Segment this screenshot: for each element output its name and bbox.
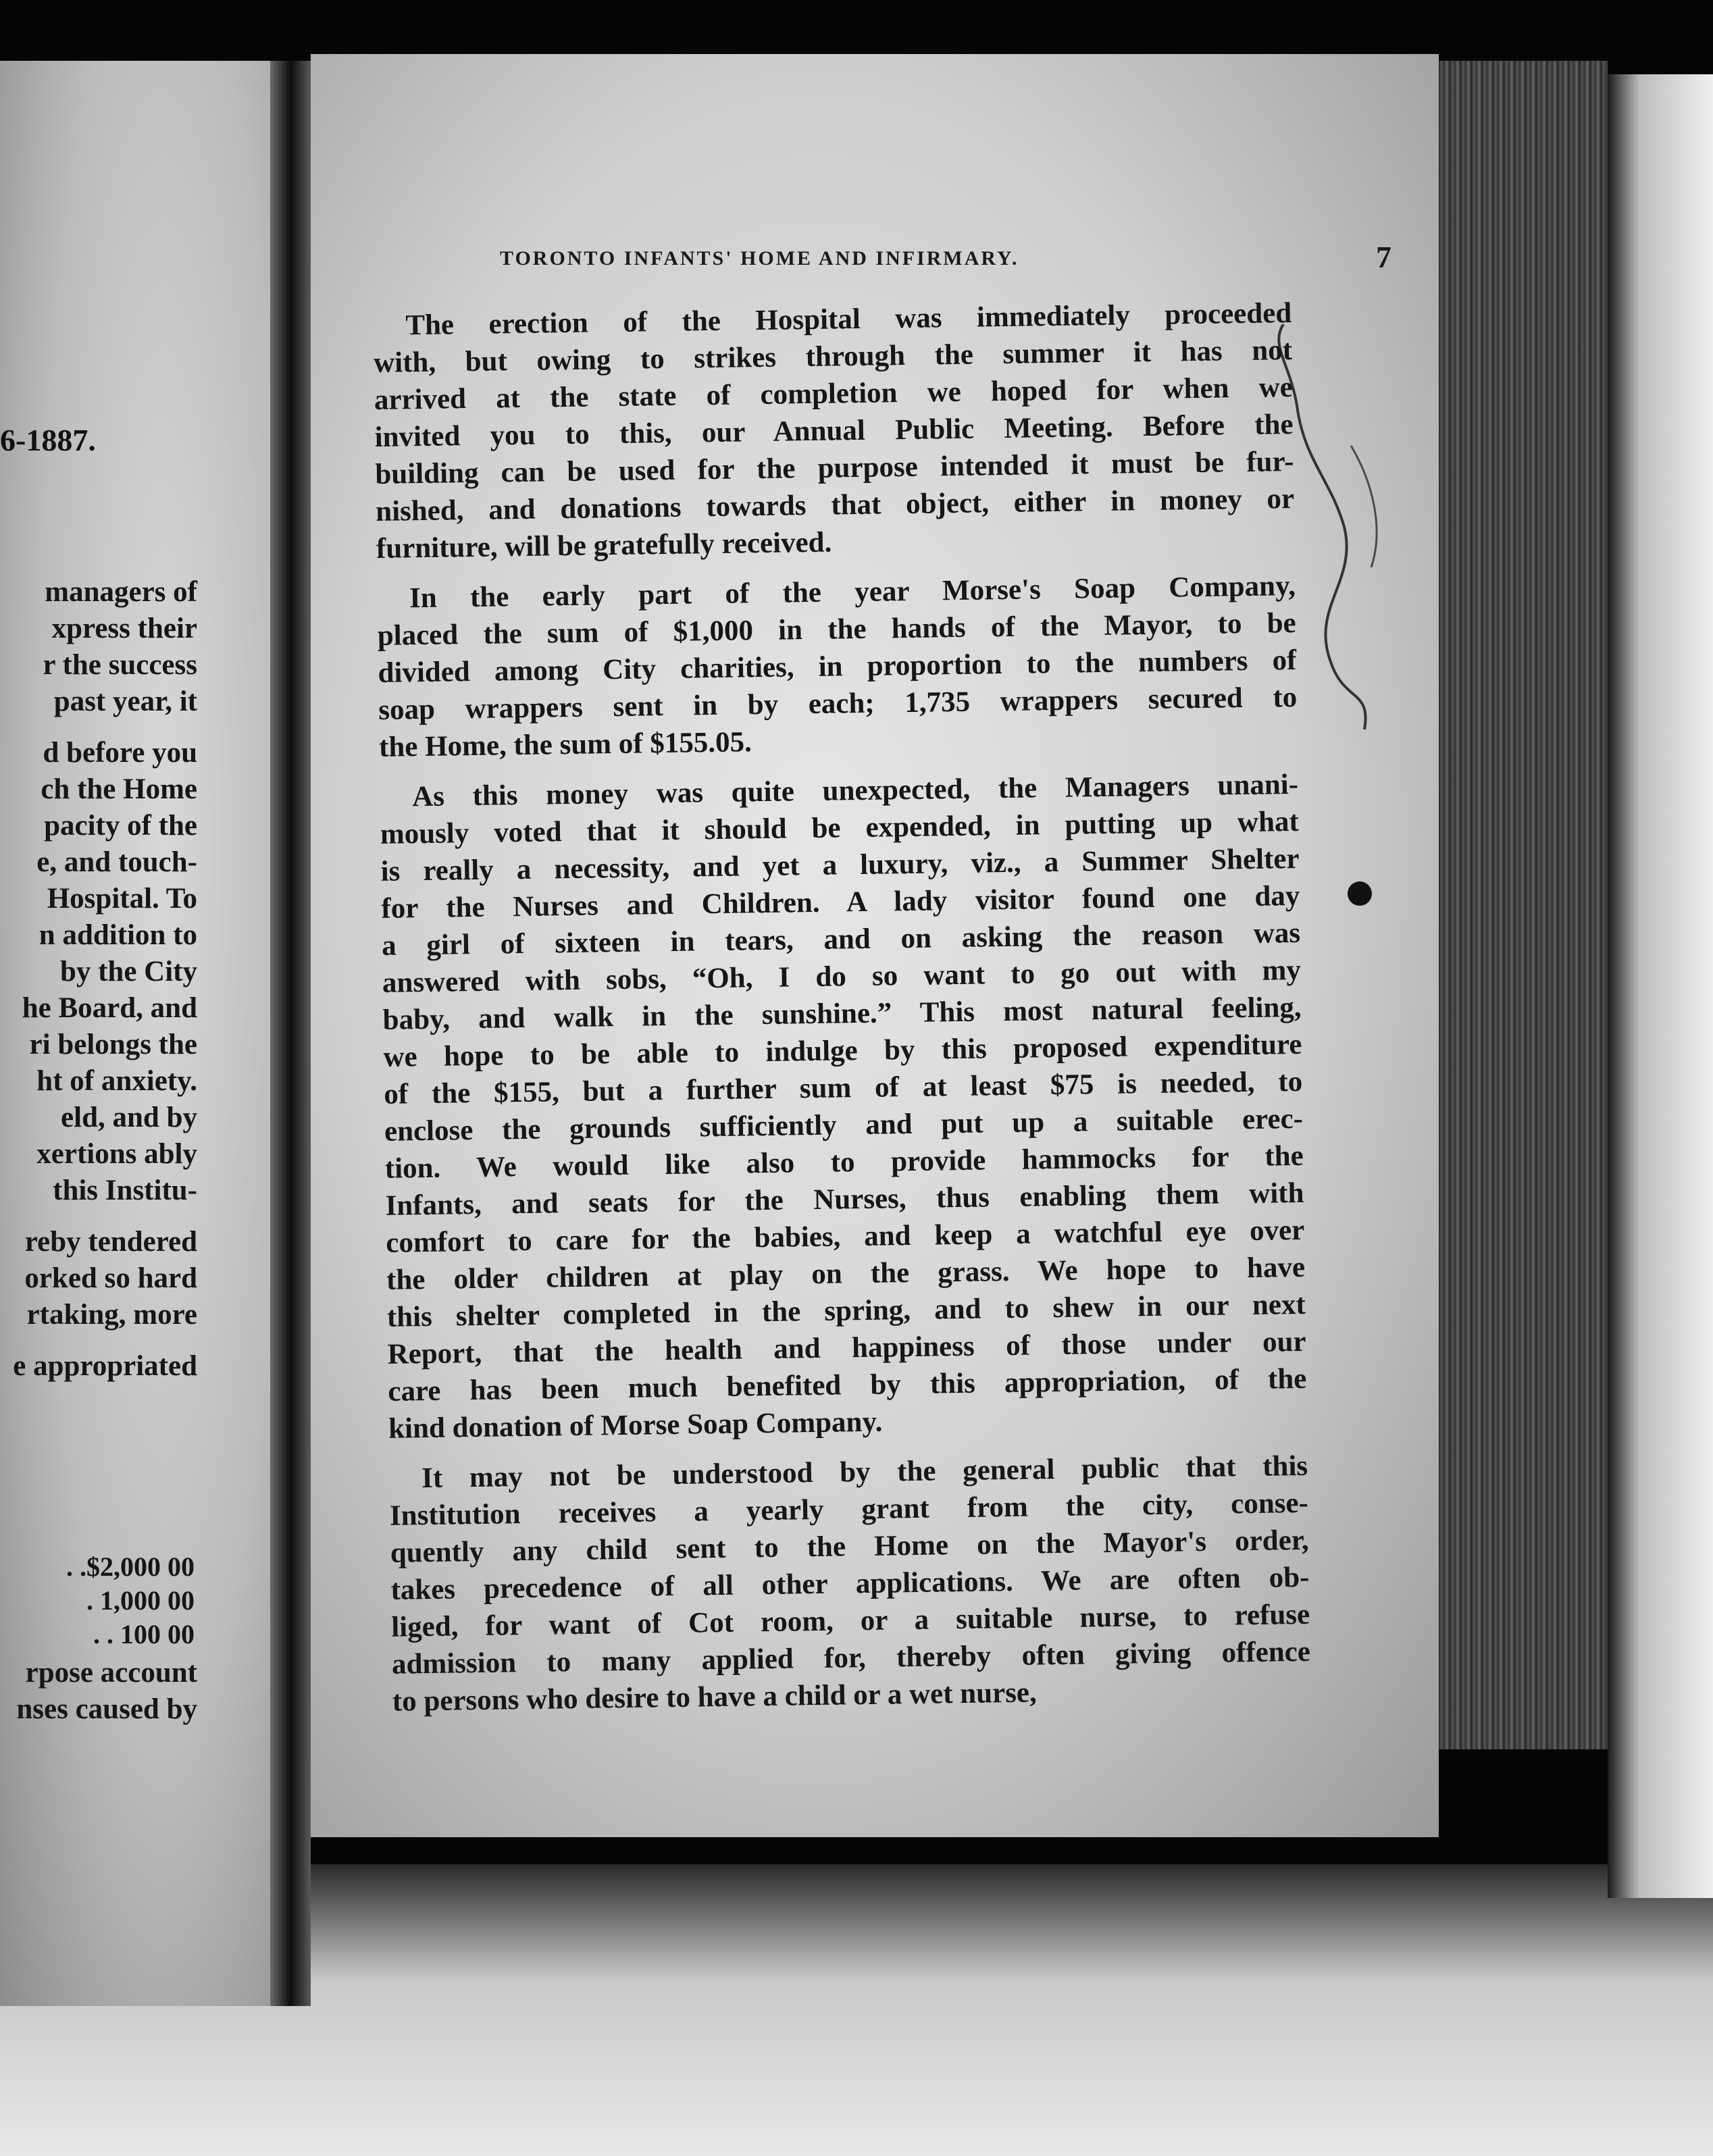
left-page-line: past year, it: [53, 686, 197, 717]
book-gutter: [270, 61, 311, 2006]
text-line: Report, that the health and happiness of those under our: [387, 1325, 1306, 1370]
text-line: Institution receives a yearly grant from the city, conse-: [389, 1487, 1309, 1532]
text-line: As this money was quite unexpected, the Managers unani-: [411, 768, 1299, 813]
text-line: the older children at play on the grass. We hope to have: [386, 1251, 1306, 1296]
right-page: [311, 54, 1439, 1837]
left-page-line: [13, 1209, 197, 1224]
text-line: to persons who desire to have a child or a wet nurse,: [392, 1676, 1038, 1718]
left-page-line: he Board, and: [22, 992, 197, 1024]
left-page-line: [13, 720, 197, 735]
left-page-line: pacity of the: [44, 810, 197, 842]
text-line: takes precedence of all other applications. We are often ob-: [390, 1561, 1310, 1606]
left-page-amount: . .$2,000 00: [66, 1551, 195, 1582]
left-page-line: ht of anxiety.: [36, 1065, 197, 1097]
left-page-line: ch the Home: [41, 773, 197, 805]
left-page-amount: . . 100 00: [93, 1619, 195, 1649]
left-page-line: rtaking, more: [26, 1299, 197, 1331]
left-page-line: this Institu-: [53, 1175, 197, 1206]
text-line: of the $155, but a further sum of at least $75 is needed, to: [383, 1065, 1303, 1110]
left-page-line: rpose account: [25, 1657, 197, 1689]
left-page-line: xertions ably: [36, 1138, 197, 1170]
left-page-line: [13, 1333, 197, 1348]
text-line: we hope to be able to indulge by this proposed expenditure: [383, 1028, 1302, 1073]
text-line: building can be used for the purpose intended it must be fur-: [375, 445, 1294, 490]
text-line: divided among City charities, in proportion to the numbers of: [378, 644, 1297, 689]
text-line: soap wrappers sent in by each; 1,735 wrappers secured to: [378, 681, 1298, 726]
text-line: furniture, will be gratefully received.: [376, 526, 832, 565]
left-page-amount: . 1,000 00: [86, 1585, 195, 1616]
text-line: enclose the grounds sufficiently and put up a suitable erec-: [384, 1102, 1304, 1148]
text-line: this shelter completed in the spring, and to shew in our next: [386, 1288, 1306, 1333]
book-page-edges: [1439, 61, 1608, 1749]
left-page-line: Hospital. To: [47, 883, 197, 915]
text-line: tion. We would like also to provide hammocks for the: [384, 1139, 1304, 1185]
text-line: is really a necessity, and yet a luxury, viz., a Summer Shelter: [380, 842, 1300, 888]
left-page-line: ri belongs the: [29, 1029, 197, 1060]
left-page-line: nses caused by: [16, 1693, 197, 1725]
text-line: admission to many applied for, thereby often giving offence: [391, 1635, 1311, 1680]
page-number: 7: [1376, 240, 1391, 274]
text-line: comfort to care for the babies, and keep a watchful eye over: [386, 1214, 1305, 1259]
text-line: liged, for want of Cot room, or a suitable nurse, to refuse: [390, 1598, 1310, 1643]
ink-blot: [1348, 881, 1372, 906]
left-page-line: managers of: [45, 576, 197, 608]
left-page-text: [13, 574, 197, 1385]
text-line: mously voted that it should be expended, in putting up what: [380, 805, 1300, 850]
text-line: nished, and donations towards that object, either in money or: [375, 482, 1295, 528]
text-line: quently any child sent to the Home on the Mayor's order,: [390, 1524, 1309, 1569]
text-line: It may not be understood by the general public that this: [421, 1449, 1308, 1495]
left-page-text-lower: [16, 1655, 197, 1728]
text-line: for the Nurses and Children. A lady visitor found one day: [381, 879, 1300, 925]
text-line: The erection of the Hospital was immediately proceeded: [405, 297, 1292, 342]
text-line: care has been much benefited by this appropriation, of the: [388, 1362, 1307, 1408]
left-page-line: reby tendered: [24, 1226, 197, 1258]
text-line: arrived at the state of completion we hoped for when we: [374, 371, 1294, 416]
left-page-line: e appropriated: [13, 1350, 197, 1382]
paragraph: [377, 567, 1298, 766]
paragraph: [380, 766, 1308, 1447]
text-line: a girl of sixteen in tears, and on asking the reason was: [381, 917, 1301, 962]
pen-annotation-icon: [1270, 324, 1391, 743]
left-page-line: d before you: [43, 737, 197, 769]
left-page-line: xpress their: [51, 613, 197, 644]
running-head: [500, 240, 1391, 284]
left-page-line: n addition to: [39, 919, 197, 951]
left-page-line: r the success: [43, 649, 197, 681]
text-line: In the early part of the year Morse's Soap Company,: [409, 569, 1296, 615]
left-page-line: by the City: [59, 956, 197, 987]
left-page-line: e, and touch-: [36, 846, 197, 878]
running-head-title: TORONTO INFANTS' HOME AND INFIRMARY.: [500, 247, 1019, 270]
left-page: [0, 61, 270, 2006]
text-line: kind donation of Morse Soap Company.: [388, 1406, 883, 1445]
text-line: placed the sum of $1,000 in the hands of the Mayor, to be: [377, 607, 1296, 652]
text-line: the Home, the sum of $155.05.: [378, 726, 752, 763]
left-page-heading: 6-1887.: [0, 423, 96, 457]
text-line: with, but owing to strikes through the summer it has not: [373, 334, 1293, 379]
paragraph: [373, 294, 1295, 567]
text-line: invited you to this, our Annual Public Meeting. Before the: [374, 408, 1294, 453]
body-text: [373, 294, 1311, 1733]
text-line: answered with sobs, “Oh, I do so want to go out with my: [382, 954, 1302, 999]
background-right: [1608, 74, 1713, 1898]
left-page-line: eld, and by: [61, 1102, 197, 1133]
left-page-line: orked so hard: [24, 1262, 197, 1294]
text-line: baby, and walk in the sunshine.” This most natural feeling,: [382, 991, 1302, 1036]
text-line: Infants, and seats for the Nurses, thus enabling them with: [385, 1177, 1304, 1222]
left-page-amounts: [66, 1550, 195, 1651]
paragraph: [389, 1447, 1311, 1720]
